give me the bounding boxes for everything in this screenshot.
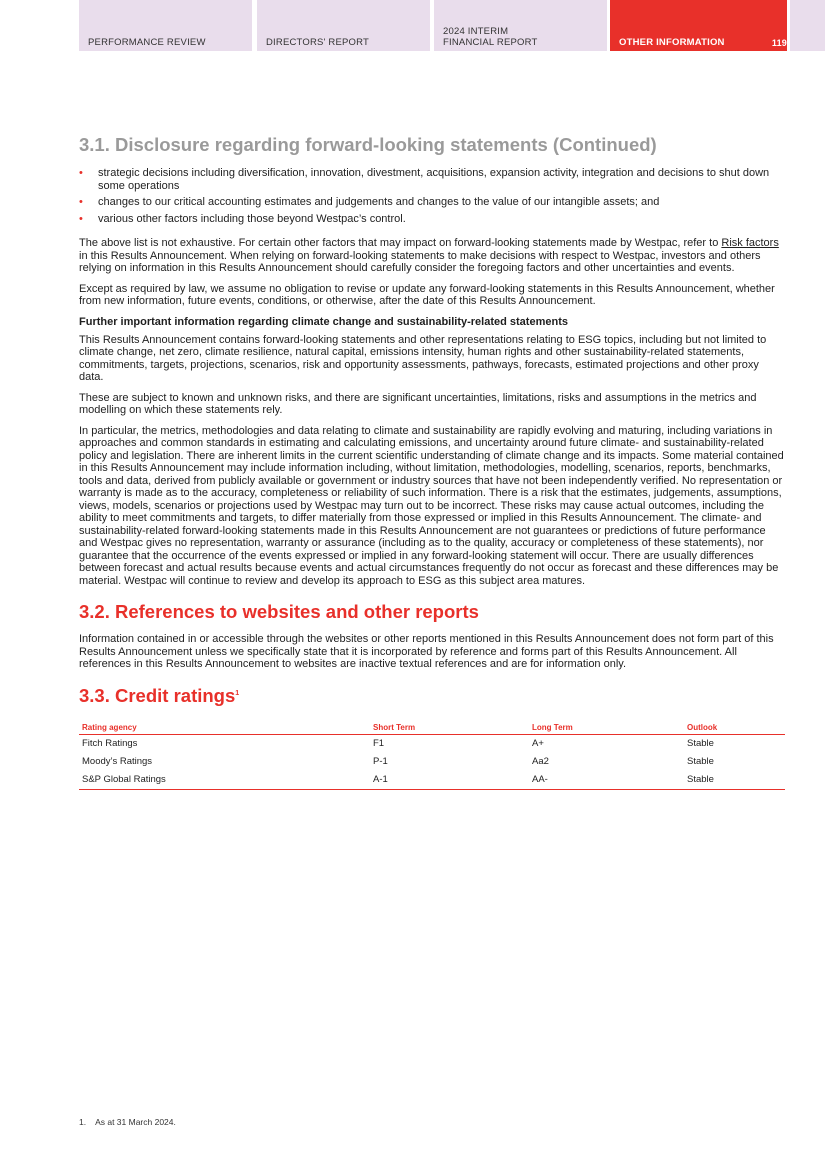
tab-label: PERFORMANCE REVIEW bbox=[88, 36, 206, 48]
paragraph: Information contained in or accessible through the websites or other reports mentioned in this Results Announcement does not form part of this Results Announcement unless we specifically state that it is incorporated by reference and forms part of this Results Announcement. All references in this Results Announcement to websites are inactive textual references and are for information only. bbox=[79, 633, 774, 670]
paragraph: This Results Announcement contains forward-looking statements and other representations relating to ESG topics, including but not limited to climate change, net zero, climate resilience, natural capital, emissions intensity, human rights and other sustainability-related statements, commitments, targets, projections, scenarios, risk and opportunity assessments, pathways, forecasts, estimated projections and other proxy data. bbox=[79, 333, 767, 383]
header-tabs bbox=[79, 0, 825, 51]
table-cell: Moody’s Ratings bbox=[82, 755, 153, 767]
section-31-title: 3.1. Disclosure regarding forward-looking statements (Continued) bbox=[79, 134, 657, 155]
tab-spacer bbox=[790, 0, 825, 51]
footnote: 1. As at 31 March 2024. bbox=[79, 1117, 176, 1127]
table-cell: Stable bbox=[687, 755, 714, 767]
column-header: Outlook bbox=[684, 722, 785, 735]
tab-interim-financial-report[interactable] bbox=[434, 0, 607, 51]
page-number: 119 bbox=[771, 37, 787, 48]
table-cell: Aa2 bbox=[532, 755, 549, 767]
table-row bbox=[79, 734, 785, 753]
paragraph: In particular, the metrics, methodologies and data relating to climate and sustainability are rapidly evolving and maturing, including variations in approaches and common standards in estimating and calculating emissions, and uncertainty around future climate- and sustainability-related policy and legislation. There are inherent limits in the current scientific understanding of climate change and its impacts. Some material contained in this Results Announcement may include information including, without limitation, methodologies, modelling, scenarios, reports, benchmarks, tools and data, derived from publicly available or government or industry sources that have not been independently verified. No representation or warranty is made as to the accuracy, completeness or reliability of such information. There is a risk that the estimates, judgements, assumptions, views, models, scenarios or projections used by Westpac may turn out to be incorrect. These risks may cause actual outcomes, including the ability to meet commitments and targets, to differ materially from those expressed or implied in this Results Announcement. The climate- and sustainability-related forward-looking statements made in this Results Announcement are not guarantees or predictions of future performance and Westpac gives no representation, warranty or assurance (including as to the quality, accuracy or completeness of these statements), nor guarantee that the occurrence of the events expressed or implied in any forward-looking statement will occur. There are usually differences between forecast and actual results because events and actual circumstances frequently do not occur as forecast and these differences may be material. Westpac will continue to review and develop its approach to ESG as this subject area matures. bbox=[79, 424, 784, 587]
tab-performance-review[interactable] bbox=[79, 0, 252, 51]
table-cell: Fitch Ratings bbox=[82, 737, 138, 749]
credit-ratings-table bbox=[79, 722, 785, 790]
tab-label: DIRECTORS' REPORT bbox=[266, 36, 370, 48]
paragraph: These are subject to known and unknown risks, and there are significant uncertainties, limitations, risks and assumptions in the metrics and modelling on which these statements rely. bbox=[79, 391, 757, 416]
table-cell: AA- bbox=[529, 771, 684, 790]
table-cell: Stable bbox=[684, 771, 785, 790]
paragraph: Except as required by law, we assume no obligation to revise or update any forward-looking statements in this Results Announcement, whether from new information, future events, conditions, or otherwise, after the date of this Results Announcement. bbox=[79, 282, 775, 307]
table-header-row bbox=[79, 722, 785, 735]
tab-label: 2024 INTERIM FINANCIAL REPORT bbox=[443, 26, 538, 48]
main-content bbox=[79, 134, 785, 790]
column-header: Short Term bbox=[370, 722, 529, 735]
list-item: • various other factors including those beyond Westpac’s control. bbox=[79, 213, 785, 226]
table-cell: A-1 bbox=[370, 771, 529, 790]
column-header: Long Term bbox=[529, 722, 684, 735]
table-cell: S&P Global Ratings bbox=[79, 771, 370, 790]
paragraph: The above list is not exhaustive. For certain other factors that may impact on forward-looking statements made by Westpac, refer to Risk factors in this Results Announcement. When relying on forward-looking statements to make decisions with respect to Westpac, investors and others relying on information in this Results Announcement should carefully consider the foregoing factors and other uncertainties and events. bbox=[79, 237, 779, 274]
risk-factors-link[interactable]: Risk factors bbox=[721, 237, 779, 249]
list-item: • strategic decisions including diversification, innovation, divestment, acquisitions, expansion activity, integration and decisions to shut down some operations bbox=[79, 167, 785, 192]
table-row bbox=[79, 771, 785, 790]
tab-other-information[interactable] bbox=[610, 0, 787, 51]
footnote-marker: 1 bbox=[235, 689, 240, 697]
subheading: Further important information regarding climate change and sustainability-related statements bbox=[79, 315, 568, 328]
table-cell: Stable bbox=[687, 737, 714, 749]
list-item: • changes to our critical accounting estimates and judgements and changes to the value of our intangible assets; and bbox=[79, 196, 785, 209]
table-cell: P-1 bbox=[373, 755, 388, 767]
tab-directors-report[interactable] bbox=[257, 0, 430, 51]
column-header: Rating agency bbox=[79, 722, 370, 735]
table-cell: A+ bbox=[532, 737, 544, 749]
table-row bbox=[79, 753, 785, 771]
table-cell: F1 bbox=[373, 737, 385, 749]
tab-label: OTHER INFORMATION bbox=[619, 36, 725, 48]
section-33-title: 3.3. Credit ratings$^1$ bbox=[79, 684, 240, 706]
section-32-title: 3.2. References to websites and other reports bbox=[79, 601, 479, 622]
bullet-list bbox=[79, 167, 785, 225]
